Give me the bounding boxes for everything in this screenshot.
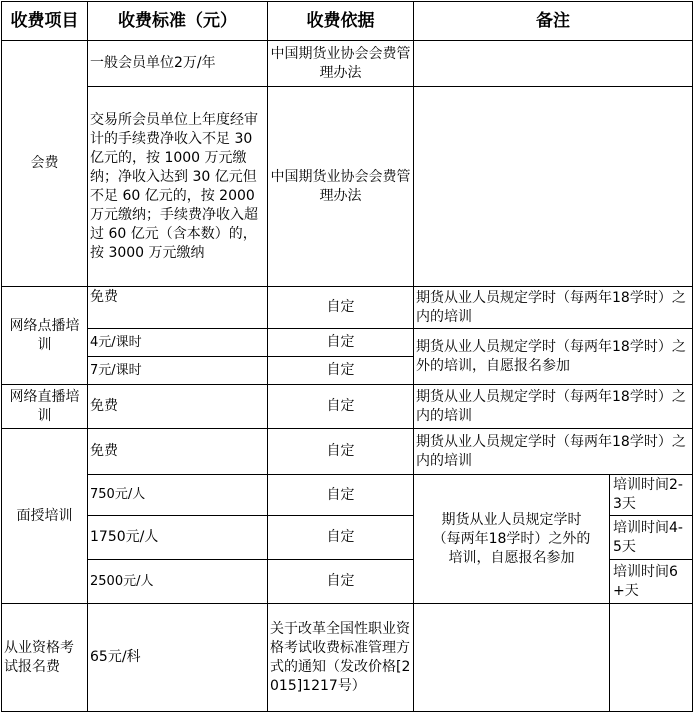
duration-cell: 培训时间6+天 <box>610 560 693 604</box>
header-remark: 备注 <box>414 2 693 41</box>
remark-cell: 期货从业人员规定学时（每两年18学时）之内的培训 <box>414 385 693 429</box>
duration-cell: 培训时间4-5天 <box>610 516 693 560</box>
standard-cell: 免费 <box>88 287 268 329</box>
header-basis: 收费依据 <box>268 2 414 41</box>
header-standard: 收费标准（元） <box>88 2 268 41</box>
table-row <box>2 87 693 287</box>
standard-cell: 65元/科 <box>88 604 268 712</box>
standard-cell: 免费 <box>88 429 268 475</box>
standard-cell: 免费 <box>88 385 268 429</box>
basis-cell: 中国期货业协会会费管理办法 <box>268 87 414 287</box>
remark-cell: 期货从业人员规定学时（每两年18学时）之内的培训 <box>414 287 693 329</box>
category-online-live: 网络直播培训 <box>2 385 88 429</box>
header-row <box>2 2 693 41</box>
standard-cell: 交易所会员单位上年度经审计的手续费净收入不足 30 亿元的，按 1000 万元缴纳；净收入达到 30 亿元但不足 60 亿元的，按 2000 万元缴纳；手续费净收入超过 60 亿元（含本数）的，按 3000 万元缴纳 <box>88 87 268 287</box>
table-row <box>2 475 693 516</box>
table-row <box>2 604 693 712</box>
remark-cell <box>414 41 693 87</box>
remark-cell <box>414 87 693 287</box>
basis-cell: 自定 <box>268 287 414 329</box>
table-row <box>2 429 693 475</box>
basis-cell: 中国期货业协会会费管理办法 <box>268 41 414 87</box>
standard-cell: 750元/人 <box>88 475 268 516</box>
standard-cell: 2500元/人 <box>88 560 268 604</box>
basis-cell: 自定 <box>268 475 414 516</box>
remark-cell <box>414 604 610 712</box>
header-item: 收费项目 <box>2 2 88 41</box>
remark-cell: 期货从业人员规定学时（每两年18学时）之外的培训，自愿报名参加 <box>414 475 610 604</box>
basis-cell: 自定 <box>268 516 414 560</box>
standard-cell: 7元/课时 <box>88 357 268 385</box>
remark-cell: 期货从业人员规定学时（每两年18学时）之外的培训，自愿报名参加 <box>414 329 693 385</box>
category-online-vod: 网络点播培训 <box>2 287 88 385</box>
standard-cell: 4元/课时 <box>88 329 268 357</box>
basis-cell: 自定 <box>268 329 414 357</box>
table-row <box>2 329 693 357</box>
category-exam: 从业资格考试报名费 <box>2 604 88 712</box>
basis-cell: 自定 <box>268 560 414 604</box>
duration-cell: 培训时间2-3天 <box>610 475 693 516</box>
remark-extra-cell <box>610 604 693 712</box>
fee-table <box>1 1 693 712</box>
basis-cell: 关于改革全国性职业资格考试收费标准管理方式的通知（发改价格[2015]1217号） <box>268 604 414 712</box>
basis-cell: 自定 <box>268 385 414 429</box>
standard-cell: 1750元/人 <box>88 516 268 560</box>
category-membership: 会费 <box>2 41 88 287</box>
standard-cell: 一般会员单位2万/年 <box>88 41 268 87</box>
category-face-to-face: 面授培训 <box>2 429 88 604</box>
basis-cell: 自定 <box>268 429 414 475</box>
table-row <box>2 287 693 329</box>
table-row <box>2 41 693 87</box>
basis-cell: 自定 <box>268 357 414 385</box>
remark-cell: 期货从业人员规定学时（每两年18学时）之内的培训 <box>414 429 693 475</box>
table-row <box>2 385 693 429</box>
